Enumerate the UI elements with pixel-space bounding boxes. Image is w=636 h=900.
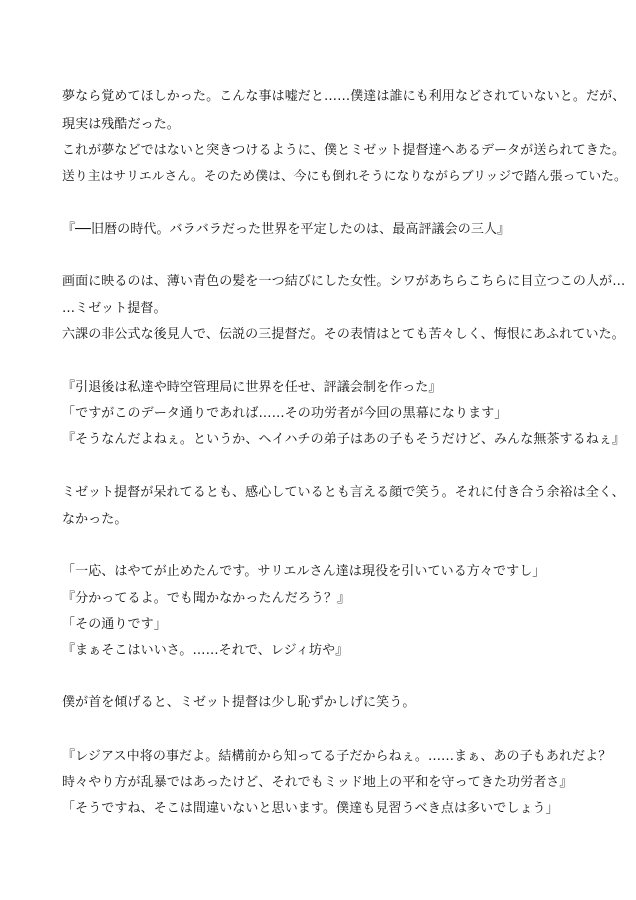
text-line: …ミゼット提督。 — [62, 301, 167, 316]
text-line: 送り主はサリエルさん。そのため僕は、今にも倒れそうになりながらブリッジで踏ん張っていた。 — [62, 169, 627, 184]
dialogue-line: 『レジアス中将の事だよ。結構前から知ってる子だからねぇ。……まぁ、あの子もあれだよ？ — [62, 749, 612, 764]
text-line: これが夢などではないと突きつけるように、僕とミゼット提督達へあるデータが送られてきた。 — [62, 143, 626, 158]
text-line: 現実は残酷だった。 — [62, 117, 180, 132]
dialogue-line: 「一応、はやてが止めたんです。サリエルさん達は現役を引いている方々ですし」 — [62, 564, 546, 579]
text-line: なかった。 — [62, 512, 128, 527]
text-line: 夢なら覚めてほしかった。こんな事は嘘だと……僕達は誰にも利用などされていないと。だが、 — [62, 89, 626, 104]
dialogue-line: 『──旧暦の時代。バラバラだった世界を平定したのは、最高評議会の三人』 — [62, 222, 511, 237]
dialogue-line: 時々やり方が乱暴ではあったけど、それでもミッド地上の平和を守ってきた功労者さ』 — [62, 775, 573, 790]
dialogue-line: 「そうですね、そこは間違いないと思います。僕達も見習うべき点は多いでしょう」 — [62, 801, 559, 816]
dialogue-line: 『分かってるよ。でも聞かなかったんだろう？』 — [62, 591, 351, 606]
dialogue-line: 「その通りです」 — [62, 617, 167, 632]
text-line: 画面に映るのは、薄い青色の髪を一つ結びにした女性。シワがあちらこちらに目立つこの人が… — [62, 274, 626, 289]
text-line: 六課の非公式な後見人で、伝説の三提督だ。その表情はとても苦々しく、悔恨にあふれていた。 — [62, 327, 625, 342]
text-line: 僕が首を傾げると、ミゼット提督は少し恥ずかしげに笑う。 — [62, 695, 416, 710]
dialogue-line: 『引退後は私達や時空管理局に世界を任せ、評議会制を作った』 — [62, 380, 442, 395]
dialogue-line: 「ですがこのデータ通りであれば……その功労者が今回の黒幕になります」 — [62, 406, 508, 421]
dialogue-line: 『そうなんだよねぇ。というか、ヘイハチの弟子はあの子もそうだけど、みんな無茶するねぇ』 — [62, 432, 626, 447]
text-line: ミゼット提督が呆れてるとも、感心しているとも言える顔で笑う。それに付き合う余裕は全く、 — [62, 485, 625, 500]
dialogue-line: 『まぁそこはいいさ。……それで、レジィ坊や』 — [62, 643, 349, 658]
